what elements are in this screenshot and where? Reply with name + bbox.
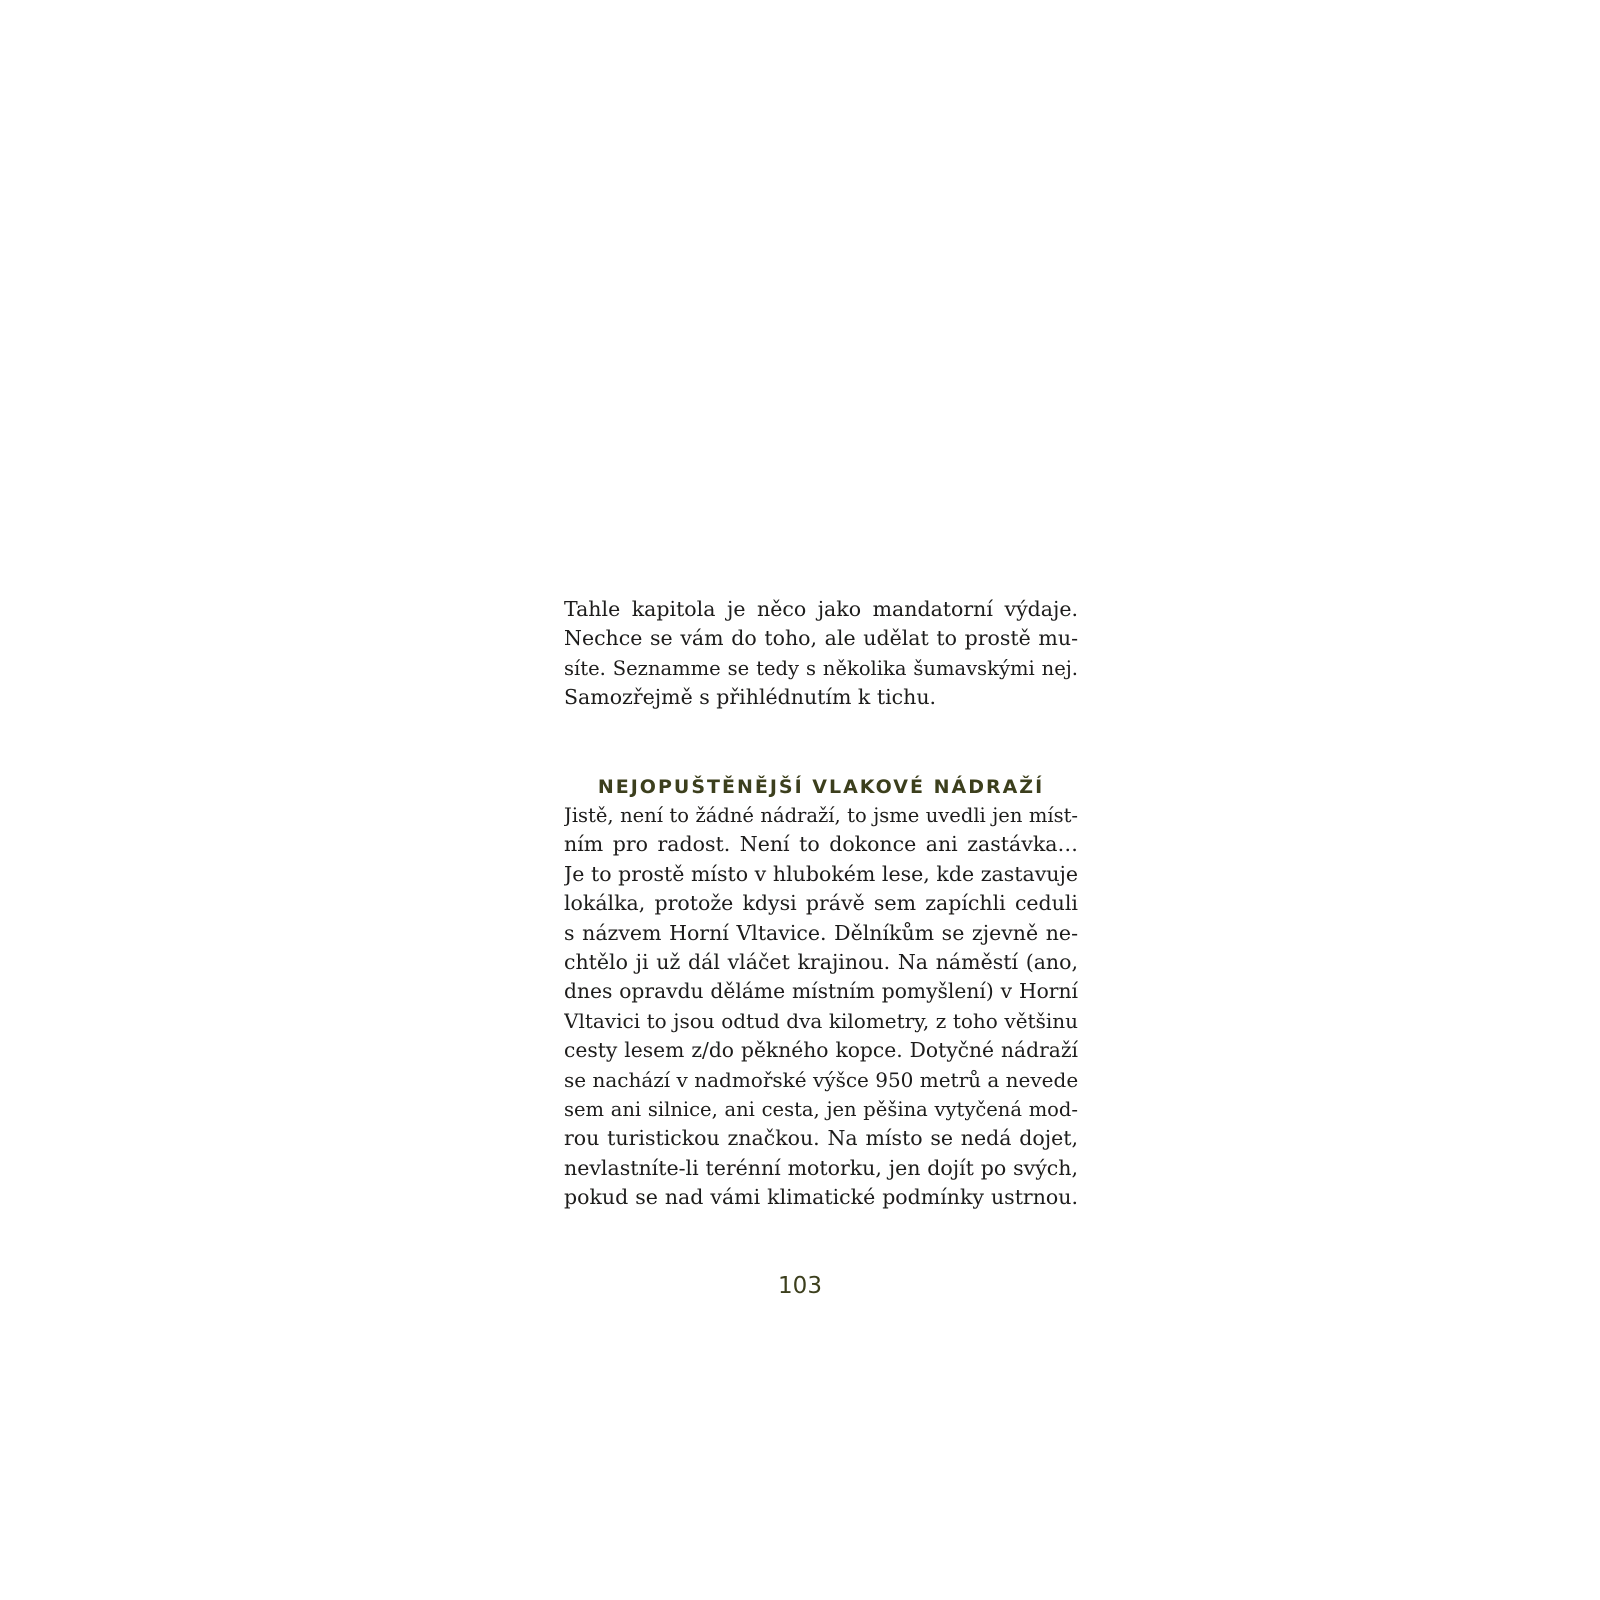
section-line: pokud se nad vámi klimatické podmínky ustrnou. [564,1185,1078,1210]
intro-line: Tahle kapitola je něco jako mandatorní výdaje. [564,597,1078,621]
section-line: sem ani silnice, ani cesta, jen pěšina vytyčená mod- [564,1097,1078,1121]
section-line: nevlastníte-li terénní motorku, jen dojít po svých, [564,1155,1078,1180]
section-line: lokálka, protože kdysi právě sem zapíchli ceduli [564,891,1078,916]
section-heading: NEJOPUŠTĚNĚJŠÍ VLAKOVÉ NÁDRAŽÍ [597,776,1045,798]
section-line: rou turistickou značkou. Na místo se nedá dojet, [564,1126,1078,1151]
section-line: Je to prostě místo v hlubokém lese, kde zastavuje [564,861,1078,886]
intro-line: Samozřejmě s přihlédnutím k tichu. [564,685,937,710]
section-line: ním pro radost. Není to dokonce ani zastávka… [564,832,1078,857]
section-line: cesty lesem z/do pěkného kopce. Dotyčné nádraží [564,1038,1078,1063]
section-line: Vltavici to jsou odtud dva kilometry, z toho většinu [564,1008,1078,1033]
intro-line: Nechce se vám do toho, ale udělat to prostě mu- [564,626,1078,651]
intro-paragraph [564,595,1078,713]
intro-line: síte. Seznamme se tedy s několika šumavskými nej. [564,656,1078,680]
section-line: chtělo ji už dál vláčet krajinou. Na náměstí (ano, [564,949,1078,974]
section-line: Jistě, není to žádné nádraží, to jsme uvedli jen míst- [564,804,1078,827]
page-number: 103 [778,1273,822,1299]
section-paragraph [564,801,1078,1212]
section-line: se nachází v nadmořské výšce 950 metrů a nevede [564,1067,1078,1092]
section-line: dnes opravdu děláme místním pomyšlení) v Horní [564,979,1078,1004]
section-line: s názvem Horní Vltavice. Dělníkům se zjevně ne- [564,920,1078,945]
